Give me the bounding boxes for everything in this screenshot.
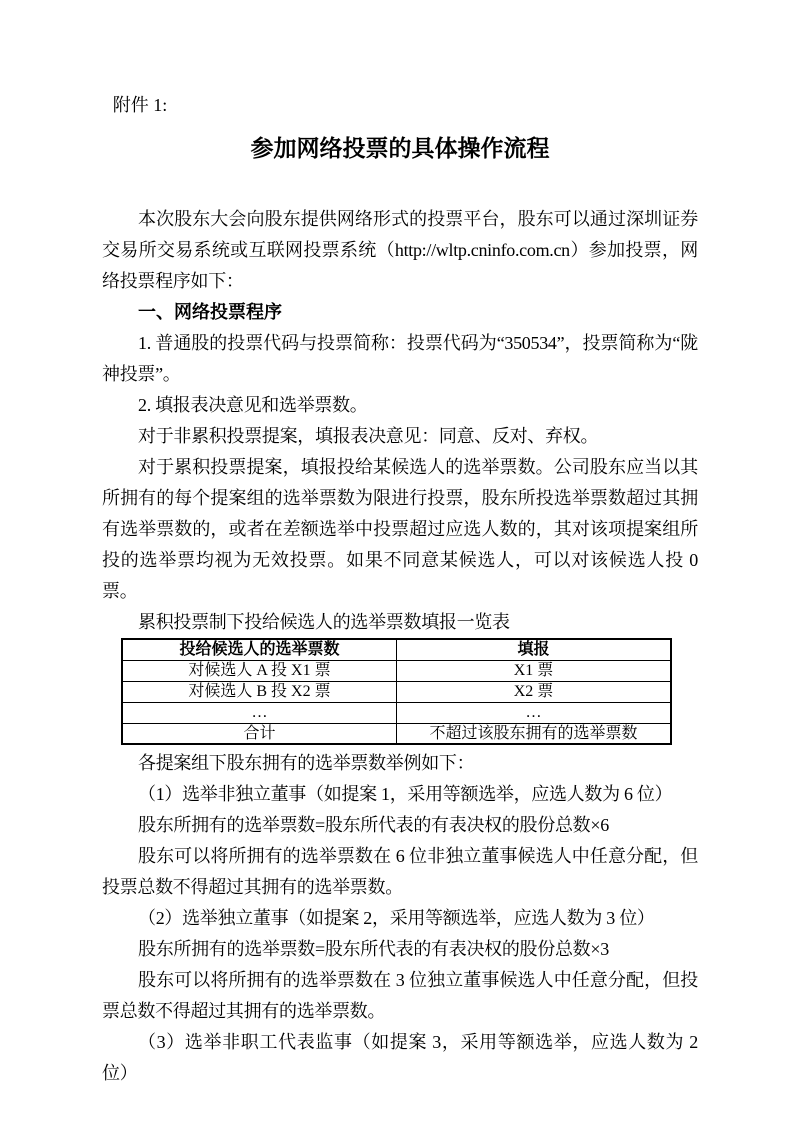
table-row xyxy=(122,723,671,744)
paragraph-cumulative: 对于累积投票提案，填报投给某候选人的选举票数。公司股东应当以其所拥有的每个提案组的选举票数为限进行投票，股东所投选举票数超过其拥有选举票数的，或者在差额选举中投票超过应选人数的，其对该项提案组所投的选举票均视为无效投票。如果不同意某候选人，可以对该候选人投 0 票。 xyxy=(102,457,698,601)
example2-note: 股东可以将所拥有的选举票数在 3 位独立董事候选人中任意分配，但投票总数不得超过其拥有的选举票数。 xyxy=(102,970,698,1021)
table-header-cell: 投给候选人的选举票数 xyxy=(122,639,397,660)
example3-title: （3）选举非职工代表监事（如提案 3，采用等额选举，应选人数为 2 位） xyxy=(102,1032,698,1083)
table-row xyxy=(122,660,671,681)
example1-title: （1）选举非独立董事（如提案 1，采用等额选举，应选人数为 6 位） xyxy=(138,784,673,804)
attachment-label: 附件 1: xyxy=(112,95,168,115)
table-cell: X2 票 xyxy=(397,681,672,702)
paragraph-fill-in: 2. 填报表决意见和选举票数。 xyxy=(138,395,368,415)
examples-lead: 各提案组下股东拥有的选举票数举例如下： xyxy=(138,753,475,773)
paragraph-non-cumulative: 对于非累积投票提案，填报表决意见：同意、反对、弃权。 xyxy=(138,426,599,446)
table-cell: 对候选人 B 投 X2 票 xyxy=(122,681,397,702)
table-cell: 合计 xyxy=(122,723,397,744)
example1-formula: 股东所拥有的选举票数=股东所代表的有表决权的股份总数×6 xyxy=(138,815,609,835)
example2-title: （2）选举独立董事（如提案 2，采用等额选举，应选人数为 3 位） xyxy=(138,908,655,928)
table-caption: 累积投票制下投给候选人的选举票数填报一览表 xyxy=(138,612,510,632)
example1-note: 股东可以将所拥有的选举票数在 6 位非独立董事候选人中任意分配，但投票总数不得超过其拥有的选举票数。 xyxy=(102,846,698,897)
table-cell: 对候选人 A 投 X1 票 xyxy=(122,660,397,681)
table-cell: 不超过该股东拥有的选举票数 xyxy=(397,723,672,744)
paragraph-vote-code: 1. 普通股的投票代码与投票简称：投票代码为“350534”，投票简称为“陇神投票”。 xyxy=(102,333,698,384)
example2-formula: 股东所拥有的选举票数=股东所代表的有表决权的股份总数×3 xyxy=(138,939,609,959)
table-header-row xyxy=(122,639,671,660)
table-cell: … xyxy=(397,702,672,723)
table-header-cell: 填报 xyxy=(397,639,672,660)
table-cell: X1 票 xyxy=(397,660,672,681)
votes-table xyxy=(121,638,672,745)
table-row xyxy=(122,681,671,702)
table-row xyxy=(122,702,671,723)
intro-paragraph: 本次股东大会向股东提供网络形式的投票平台，股东可以通过深圳证券交易所交易系统或互联网投票系统（http://wltp.cninfo.com.cn）参加投票，网络投票程序如下： xyxy=(102,209,698,291)
page-title: 参加网络投票的具体操作流程 xyxy=(250,135,550,161)
table-cell: … xyxy=(122,702,397,723)
section-heading: 一、网络投票程序 xyxy=(138,302,282,322)
